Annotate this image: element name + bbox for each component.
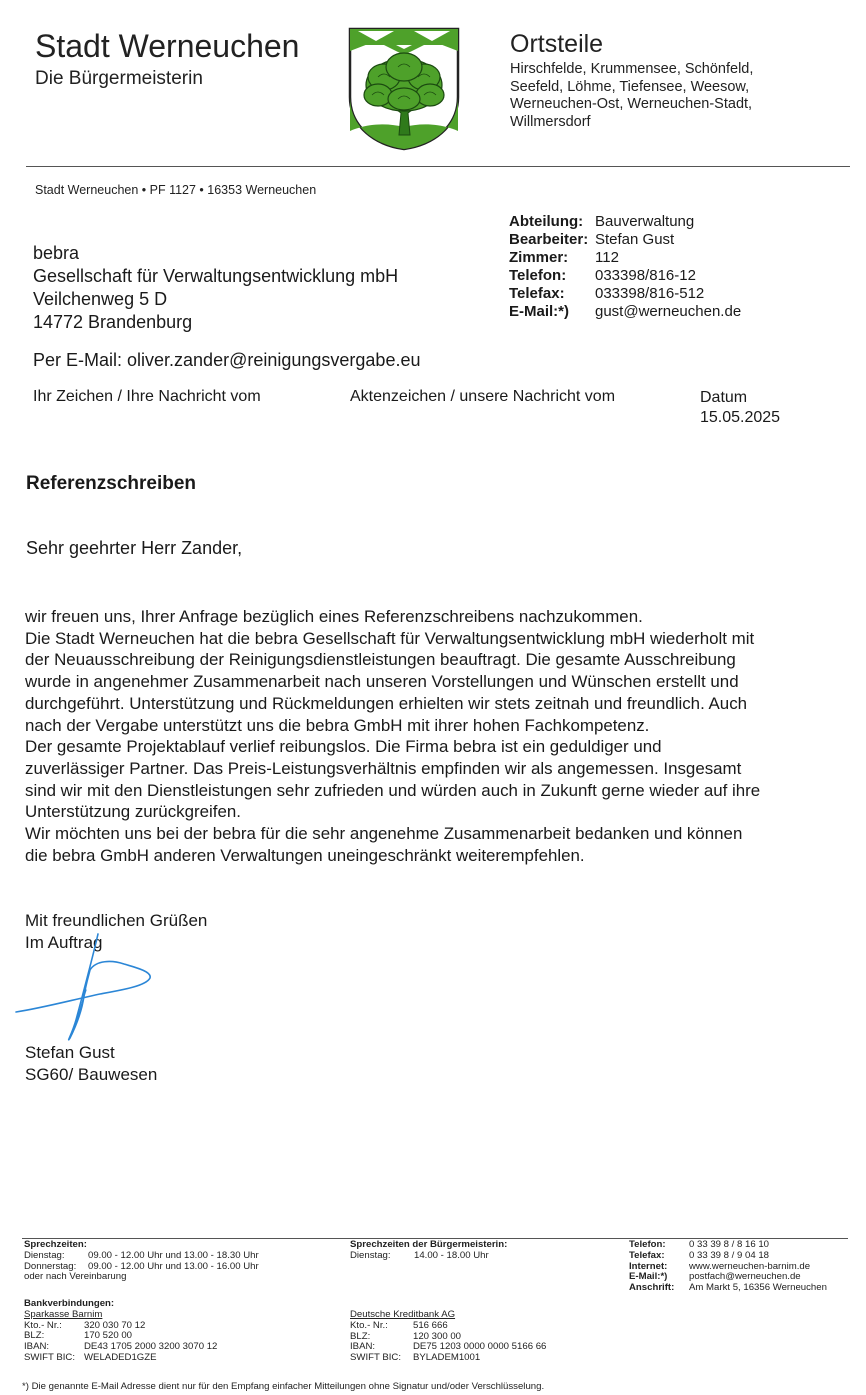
body-line: durchgeführt. Unterstützung und Rückmeldungen erhielten wir stets zeitnah und freundlich. Auch [25,693,748,713]
recipient-email: Per E-Mail: oliver.zander@reinigungsvergabe.eu [33,350,421,370]
bank2-label: IBAN: [350,1341,376,1353]
body-line: Die Stadt Werneuchen hat die bebra Gesellschaft für Verwaltungsentwicklung mbH wiederholt mit [25,628,755,648]
date-block [700,388,780,428]
districts-line: Werneuchen-Ost, Werneuchen-Stadt, [510,96,753,112]
recipient-line: bebra [33,243,80,263]
bank-section [24,1299,217,1364]
signature-icon [12,930,162,1050]
contact-label: Bearbeiter: [509,231,589,248]
footer-website[interactable]: www.werneuchen-barnim.de [689,1260,811,1272]
bank2-value: 120 300 00 [413,1330,462,1342]
contact-value: 033398/816-12 [595,267,696,284]
office-hours [24,1240,259,1283]
body-line: Unterstützung zurückgreifen. [25,802,241,822]
districts-line: Seefeld, Löhme, Tiefensee, Weesow, [510,78,750,95]
header-divider [26,166,850,167]
bank1-label: Kto.- Nr.: [24,1319,62,1331]
body-line: der Neuausschreibung der Reinigungsdienstleistungen beauftragt. Die gesamte Ausschreibung [25,650,736,670]
email-footnote: *) Die genannte E-Mail Adresse dient nur für den Empfang einfacher Mitteilungen ohne Signatur und/oder Verschlüsselung. [22,1381,545,1392]
body-line: wir freuen uns, Ihrer Anfrage bezüglich eines Referenzschreibens nachzukommen. [25,607,643,626]
letter-subject: Referenzschreiben [26,473,197,494]
closing-greeting: Mit freundlichen Grüßen [25,911,208,930]
bank1-label: BLZ: [24,1330,45,1342]
contact-label: Abteilung: [509,213,584,230]
bank1-name: Sparkasse Barnim [24,1308,103,1320]
closing-authority: Im Auftrag [25,933,103,952]
coat-of-arms-icon [348,27,460,151]
body-line: Wir möchten uns bei der bebra für die sehr angenehme Zusammenarbeit bedanken und können [25,824,743,844]
body-line: nach der Vergabe unterstützt uns die bebra GmbH mit ihrer hohen Fachkompetenz. [25,715,650,735]
bank1-value: 320 030 70 12 [84,1319,146,1331]
body-line: wurde in angenehmer Zusammenarbeit nach unseren Vorstellungen und Wünschen erstellt und [25,672,739,692]
contact-value: Stefan Gust [595,231,675,248]
mayor-hours-time: 14.00 - 18.00 Uhr [414,1249,489,1261]
bank2-label: Kto.- Nr.: [350,1319,388,1331]
contact-value: 033398/816-512 [595,285,705,302]
bank2-section [350,1310,546,1364]
letter-body [25,606,855,866]
footer-contact [629,1240,827,1294]
contact-block [509,213,741,321]
sender-line: Stadt Werneuchen • PF 1127 • 16353 Werneuchen [35,183,317,197]
bank1-value: DE43 1705 2000 3200 3070 12 [84,1341,218,1353]
districts-line: Willmersdorf [510,113,591,130]
body-line: sind wir mit den Dienstleistungen sehr zufrieden und würden auch in Zukunft gerne wieder auf ihre [25,780,761,800]
city-name: Stadt Werneuchen [35,28,300,64]
bank1-value: WELADED1GZE [84,1351,157,1363]
recipient-line: Veilchenweg 5 D [33,289,168,309]
bank2-value: 516 666 [413,1319,448,1331]
office-hours-day: Donnerstag: [24,1260,77,1272]
bank1-value: 170 520 00 [84,1330,133,1342]
mayor-hours-title: Sprechzeiten der Bürgermeisterin: [350,1239,508,1250]
recipient-address [33,242,398,334]
contact-label: Telefon: [509,267,567,284]
mayor-hours [350,1240,507,1262]
date-value: 15.05.2025 [700,409,781,426]
footer-contact-label: Telefon: [629,1239,666,1250]
recipient-line: Gesellschaft für Verwaltungsentwicklung mbH [33,266,399,286]
our-reference-label: Aktenzeichen / unsere Nachricht vom [350,388,616,405]
your-reference-label: Ihr Zeichen / Ihre Nachricht vom [33,388,261,405]
signer-name: Stefan Gust [25,1043,115,1062]
date-label: Datum [700,389,748,406]
bank-title: Bankverbindungen: [24,1298,115,1309]
contact-value: 112 [595,249,619,266]
office-hours-time: 09.00 - 12.00 Uhr und 13.00 - 16.00 Uhr [88,1260,259,1272]
body-line: zuverlässiger Partner. Das Preis-Leistungsverhältnis empfinden wir als angemessen. Insgesamt [25,758,742,778]
footer-contact-label: E-Mail:*) [629,1271,668,1283]
body-line: Der gesamte Projektablauf verlief reibungslos. Die Firma bebra ist ein geduldiger und [25,737,662,757]
city-subtitle: Die Bürgermeisterin [35,68,203,89]
districts-line: Hirschfelde, Krummensee, Schönfeld, [510,61,754,77]
footer-contact-value: 0 33 39 8 / 8 16 10 [689,1239,770,1250]
body-line: die bebra GmbH anderen Verwaltungen uneingeschränkt weiterempfehlen. [25,845,585,865]
bank2-value: BYLADEM1001 [413,1352,481,1364]
letter-salutation: Sehr geehrter Herr Zander, [26,538,243,558]
footer-contact-label: Anschrift: [629,1282,675,1294]
contact-label: E-Mail:*) [509,303,569,320]
office-hours-day: Dienstag: [24,1249,65,1261]
office-hours-title: Sprechzeiten: [24,1239,87,1250]
footer-contact-label: Telefax: [629,1249,665,1261]
office-hours-note: oder nach Vereinbarung [24,1271,127,1283]
bank2-name: Deutsche Kreditbank AG [350,1309,456,1320]
office-hours-time: 09.00 - 12.00 Uhr und 13.00 - 18.30 Uhr [88,1249,259,1261]
footer-contact-value: 0 33 39 8 / 9 04 18 [689,1249,770,1261]
bank1-label: SWIFT BIC: [24,1351,75,1363]
mayor-hours-day: Dienstag: [350,1249,391,1261]
districts-list [510,61,800,131]
contact-label: Zimmer: [509,249,569,266]
bank2-label: SWIFT BIC: [350,1352,401,1364]
bank1-label: IBAN: [24,1341,50,1353]
recipient-line: 14772 Brandenburg [33,312,193,332]
signer-block [25,1042,157,1086]
bank2-label: BLZ: [350,1330,371,1342]
footer-contact-value: Am Markt 5, 16356 Werneuchen [689,1282,827,1294]
contact-value: Bauverwaltung [595,213,695,230]
footer-contact-label: Internet: [629,1260,668,1272]
districts-title: Ortsteile [510,30,604,58]
signer-role: SG60/ Bauwesen [25,1065,158,1084]
contact-value[interactable]: gust@werneuchen.de [595,303,742,320]
bank2-value: DE75 1203 0000 0000 5166 66 [413,1341,547,1353]
footer-email[interactable]: postfach@werneuchen.de [689,1271,801,1283]
contact-label: Telefax: [509,285,565,302]
